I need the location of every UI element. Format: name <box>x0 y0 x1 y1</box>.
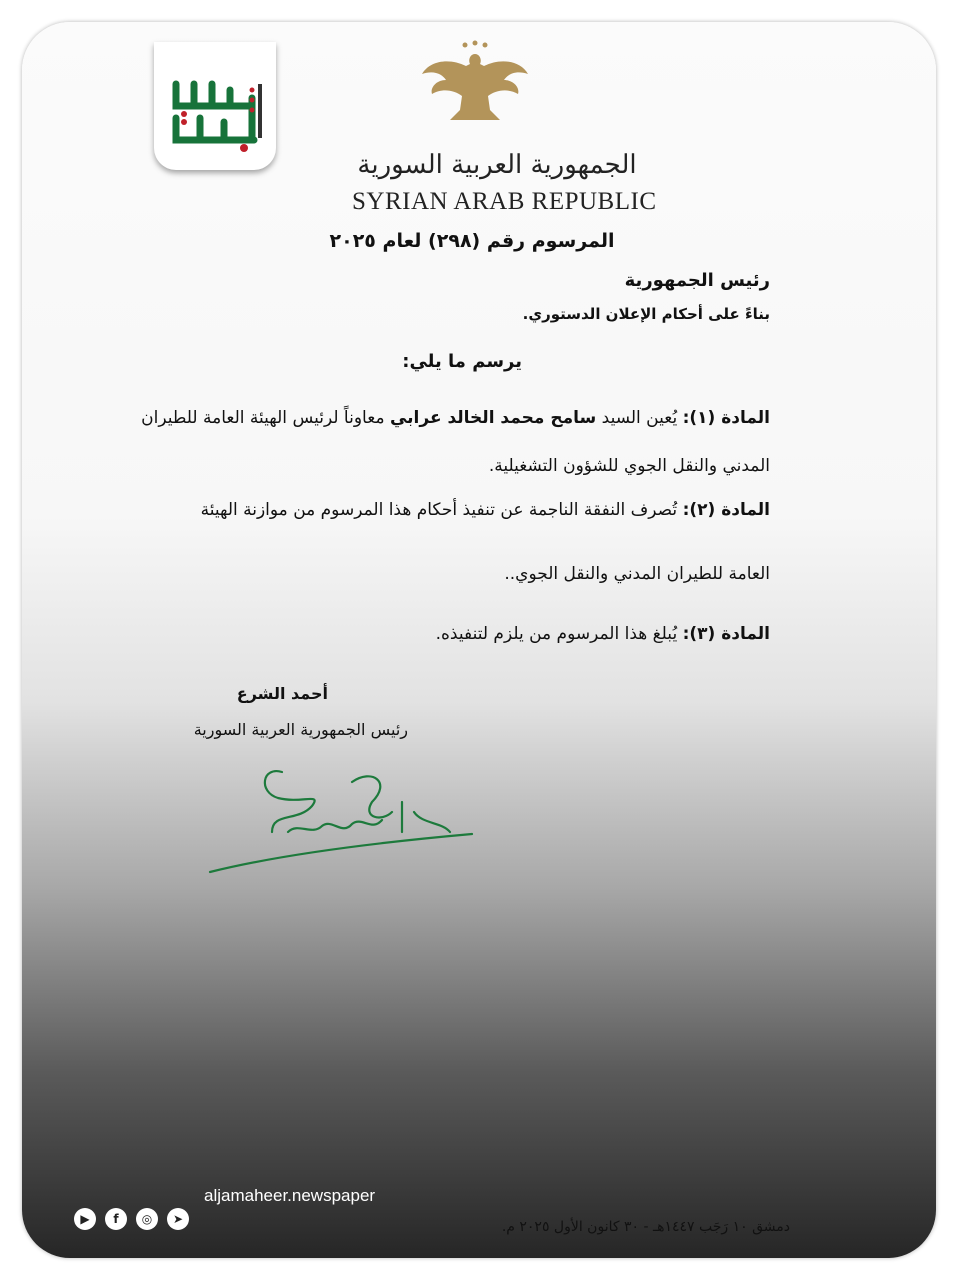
appointee-name: سامح محمد الخالد عرابي <box>389 408 597 428</box>
footer-date: دمشق ١٠ رَجَب ١٤٤٧هـ - ٣٠ كانون الأول ٢٠٢٥ م. <box>501 1219 790 1235</box>
article-2-text: تُصرف النفقة الناجمة عن تنفيذ أحكام هذا المرسوم من موازنة الهيئة <box>200 500 678 520</box>
social-handle[interactable]: aljamaheer.newspaper <box>204 1186 376 1205</box>
youtube-icon[interactable]: ▶ <box>74 1208 96 1230</box>
decree-card <box>22 22 936 1258</box>
decree-title: المرسوم رقم (٢٩٨) لعام ٢٠٢٥ <box>329 230 615 252</box>
article-1-label: المادة (١): <box>682 408 770 428</box>
facebook-icon[interactable]: f <box>105 1208 127 1230</box>
header-arabic: الجمهورية العربية السورية <box>357 150 637 180</box>
signature-image <box>202 762 482 882</box>
article-2-line-1 <box>201 500 770 520</box>
instagram-icon[interactable]: ◎ <box>136 1208 158 1230</box>
header-english: SYRIAN ARAB REPUBLIC <box>352 188 657 215</box>
signatory-title: رئيس الجمهورية العربية السورية <box>193 720 408 739</box>
issuer: رئيس الجمهورية <box>624 270 770 291</box>
article-2-line-2: العامة للطيران المدني والنقل الجوي.. <box>504 564 770 584</box>
article-3 <box>436 624 770 644</box>
article-1-text-pre: يُعين السيد <box>601 408 678 428</box>
article-2-label: المادة (٢): <box>682 500 770 520</box>
aljamaheer-logo <box>154 42 276 170</box>
article-1-line-2: المدني والنقل الجوي للشؤون التشغيلية. <box>488 456 770 476</box>
article-1-text-post: معاوناً لرئيس الهيئة العامة للطيران <box>141 408 385 428</box>
eagle-emblem-icon <box>420 40 530 126</box>
article-1-line-1 <box>141 408 770 428</box>
logo-mark <box>154 42 276 170</box>
telegram-icon[interactable]: ➤ <box>167 1208 189 1230</box>
article-3-text: يُبلغ هذا المرسوم من يلزم لتنفيذه. <box>435 624 678 644</box>
basis: بناءً على أحكام الإعلان الدستوري. <box>522 305 770 323</box>
signatory-name: أحمد الشرع <box>236 684 328 703</box>
decrees-heading: يرسم ما يلي: <box>402 351 522 372</box>
article-3-label: المادة (٣): <box>682 624 770 644</box>
